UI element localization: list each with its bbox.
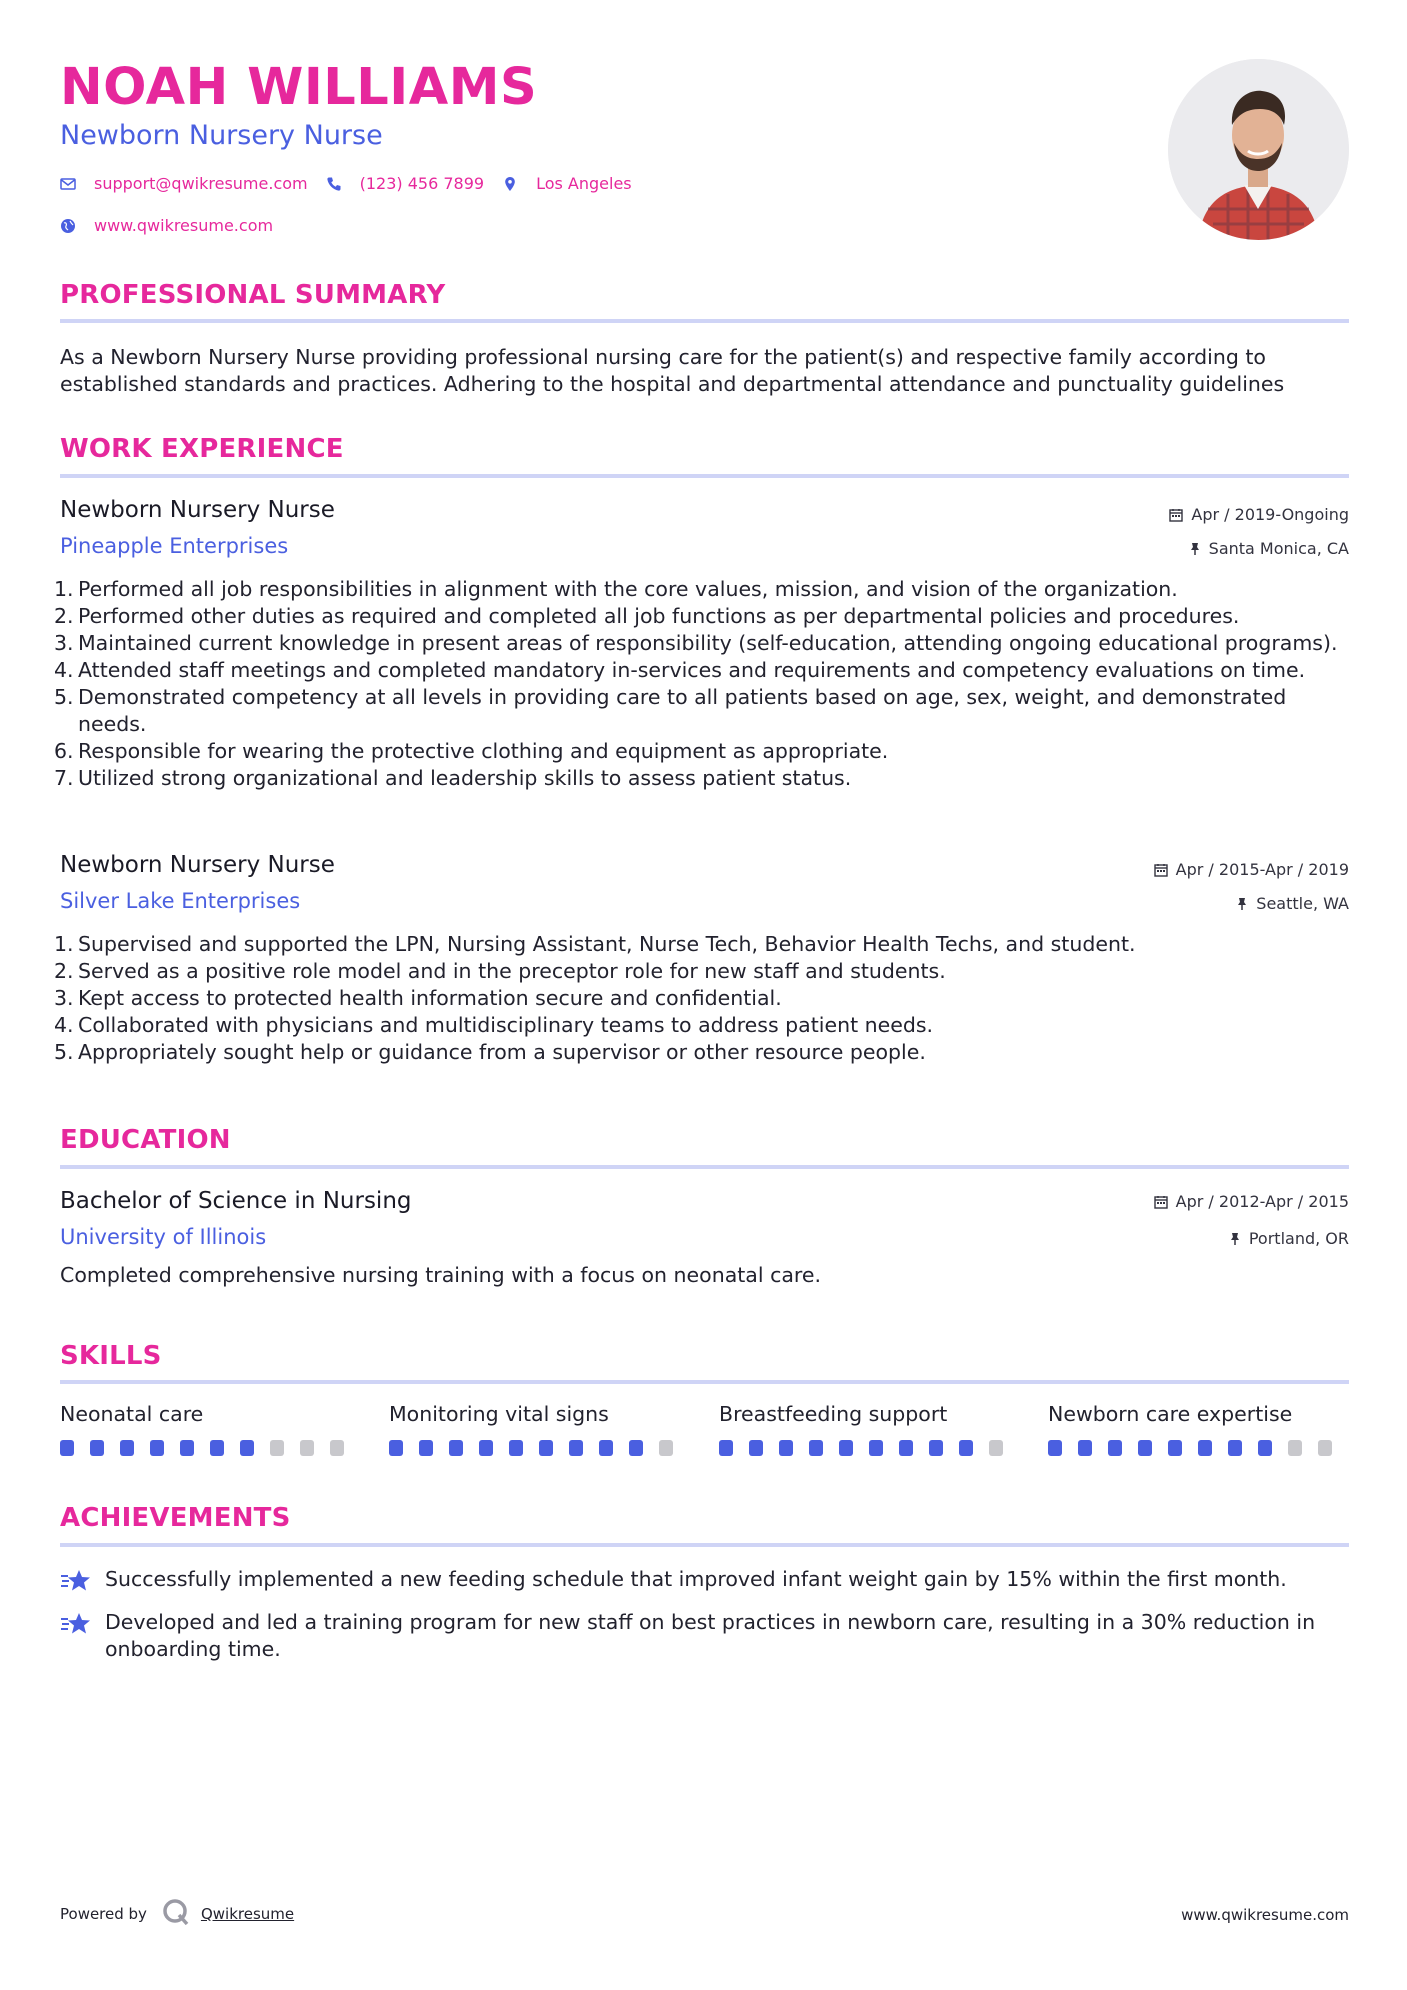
skill-dot-filled — [779, 1440, 793, 1456]
job-title: Newborn Nursery Nurse — [60, 852, 335, 878]
list-item: 4. Attended staff meetings and completed mandatory in-services and requirements and competency evaluations on time. — [54, 658, 1306, 682]
section-divider — [60, 319, 1349, 323]
job-dates — [1154, 860, 1349, 879]
job-responsibilities — [54, 576, 1354, 792]
list-item: 1. Supervised and supported the LPN, Nursing Assistant, Nurse Tech, Behavior Health Techs, and student. — [54, 932, 1136, 956]
skill-dot-filled — [1048, 1440, 1062, 1456]
skill-dot-empty — [1318, 1440, 1332, 1456]
phone-number[interactable]: (123) 456 7899 — [359, 174, 485, 193]
education-dates-text: Apr / 2012-Apr / 2015 — [1175, 1192, 1349, 1211]
list-item: 4. Collaborated with physicians and multidisciplinary teams to address patient needs. — [54, 1013, 934, 1037]
list-item: 6. Responsible for wearing the protective clothing and equipment as appropriate. — [54, 739, 889, 763]
list-item: 5. Demonstrated competency at all levels in providing care to all patients based on age, sex, weight, and demonstrated needs. — [54, 685, 1287, 736]
skill-dot-filled — [839, 1440, 853, 1456]
skills-heading: SKILLS — [60, 1341, 162, 1371]
skill-dot-filled — [60, 1440, 74, 1456]
skill-dot-filled — [1108, 1440, 1122, 1456]
skill-dot-filled — [869, 1440, 883, 1456]
candidate-title: Newborn Nursery Nurse — [60, 120, 383, 151]
company-name: Pineapple Enterprises — [60, 534, 289, 558]
skill-dot-filled — [959, 1440, 973, 1456]
skill-dot-filled — [210, 1440, 224, 1456]
section-divider — [60, 1543, 1349, 1547]
list-item: 2. Performed other duties as required and completed all job functions as per departmental policies and procedures. — [54, 604, 1240, 628]
section-divider — [60, 474, 1349, 478]
achievement-text: Successfully implemented a new feeding schedule that improved infant weight gain by 15% within the first month. — [105, 1567, 1287, 1591]
skill-dot-filled — [599, 1440, 613, 1456]
website-row — [60, 216, 273, 235]
skill-dot-filled — [1078, 1440, 1092, 1456]
achievements-heading: ACHIEVEMENTS — [60, 1503, 291, 1533]
location-pin-icon — [502, 176, 518, 192]
list-item: 3. Maintained current knowledge in present areas of responsibility (self-education, attending ongoing educational programs). — [54, 631, 1338, 655]
skill-item — [719, 1402, 1019, 1456]
skill-dot-filled — [1138, 1440, 1152, 1456]
star-badge-icon — [60, 1566, 105, 1601]
achievement-text: Developed and led a training program for new staff on best practices in newborn care, resulting in a 30% reduction in onboarding time. — [105, 1610, 1316, 1661]
degree-title: Bachelor of Science in Nursing — [60, 1188, 412, 1214]
pushpin-icon — [1229, 1232, 1241, 1246]
achievement-item — [60, 1566, 1349, 1601]
star-badge-icon — [60, 1609, 105, 1663]
skill-name: Newborn care expertise — [1048, 1402, 1293, 1426]
job-dates — [1169, 505, 1349, 524]
skill-dot-empty — [1288, 1440, 1302, 1456]
job-dates-text: Apr / 2015-Apr / 2019 — [1175, 860, 1349, 879]
skill-item — [389, 1402, 689, 1456]
skill-rating — [60, 1440, 360, 1456]
achievement-item — [60, 1609, 1349, 1663]
education-dates — [1154, 1192, 1349, 1211]
candidate-name: NOAH WILLIAMS — [60, 58, 538, 117]
skill-dot-empty — [270, 1440, 284, 1456]
skill-dot-filled — [809, 1440, 823, 1456]
skill-dot-filled — [479, 1440, 493, 1456]
job-dates-text: Apr / 2019-Ongoing — [1191, 505, 1349, 524]
skill-dot-filled — [1198, 1440, 1212, 1456]
footer-website[interactable]: www.qwikresume.com — [1181, 1906, 1349, 1924]
skill-item — [1048, 1402, 1348, 1456]
skill-dot-filled — [719, 1440, 733, 1456]
list-item: 3. Kept access to protected health information secure and confidential. — [54, 986, 782, 1010]
contact-row — [60, 174, 632, 193]
education-location — [1229, 1229, 1349, 1248]
summary-text: As a Newborn Nursery Nurse providing professional nursing care for the patient(s) and respective family according to established standards and practices. Adhering to the hospital and departmental attendance and punctuality guidelines — [60, 345, 1285, 396]
job-responsibilities — [54, 931, 1354, 1066]
pushpin-icon — [1189, 542, 1201, 556]
skill-dot-filled — [240, 1440, 254, 1456]
globe-icon — [60, 218, 76, 234]
calendar-icon — [1169, 508, 1183, 522]
job-location — [1189, 539, 1349, 558]
skill-dot-filled — [449, 1440, 463, 1456]
qwikresume-logo-icon — [161, 1897, 191, 1931]
calendar-icon — [1154, 1195, 1168, 1209]
email-link[interactable]: support@qwikresume.com — [94, 174, 308, 193]
skill-dot-filled — [90, 1440, 104, 1456]
skill-name: Monitoring vital signs — [389, 1402, 609, 1426]
skill-name: Breastfeeding support — [719, 1402, 948, 1426]
footer-branding — [60, 1897, 294, 1931]
skill-dot-empty — [330, 1440, 344, 1456]
skill-dot-filled — [749, 1440, 763, 1456]
calendar-icon — [1154, 863, 1168, 877]
skill-rating — [389, 1440, 689, 1456]
skill-rating — [1048, 1440, 1348, 1456]
summary-heading: PROFESSIONAL SUMMARY — [60, 280, 446, 310]
skill-dot-filled — [1168, 1440, 1182, 1456]
website-link[interactable]: www.qwikresume.com — [94, 216, 274, 235]
skill-dot-filled — [1228, 1440, 1242, 1456]
school-name: University of Illinois — [60, 1225, 267, 1249]
company-name: Silver Lake Enterprises — [60, 889, 301, 913]
skill-dot-filled — [509, 1440, 523, 1456]
experience-heading: WORK EXPERIENCE — [60, 434, 344, 464]
education-heading: EDUCATION — [60, 1125, 231, 1155]
profile-photo — [1168, 59, 1349, 240]
mail-icon — [60, 176, 76, 192]
location-text: Los Angeles — [536, 174, 632, 193]
skill-dot-empty — [659, 1440, 673, 1456]
section-divider — [60, 1380, 1349, 1384]
section-divider — [60, 1165, 1349, 1169]
skill-item — [60, 1402, 360, 1456]
job-location-text: Seattle, WA — [1256, 894, 1349, 913]
skill-dot-filled — [539, 1440, 553, 1456]
skill-dot-filled — [929, 1440, 943, 1456]
job-location-text: Santa Monica, CA — [1208, 539, 1349, 558]
skill-rating — [719, 1440, 1019, 1456]
education-description: Completed comprehensive nursing training with a focus on neonatal care. — [60, 1263, 822, 1287]
job-title: Newborn Nursery Nurse — [60, 497, 335, 523]
skill-dot-filled — [389, 1440, 403, 1456]
list-item: 2. Served as a positive role model and in the preceptor role for new staff and students. — [54, 959, 946, 983]
pushpin-icon — [1236, 897, 1248, 911]
skill-dot-filled — [419, 1440, 433, 1456]
skill-dot-filled — [569, 1440, 583, 1456]
education-location-text: Portland, OR — [1248, 1229, 1349, 1248]
phone-icon — [326, 176, 342, 192]
skill-dot-empty — [989, 1440, 1003, 1456]
job-location — [1236, 894, 1349, 913]
skill-dot-filled — [899, 1440, 913, 1456]
skill-dot-filled — [120, 1440, 134, 1456]
brand-link[interactable]: Qwikresume — [200, 1905, 295, 1923]
powered-by-label: Powered by — [60, 1905, 147, 1923]
skill-dot-filled — [629, 1440, 643, 1456]
skill-dot-empty — [300, 1440, 314, 1456]
skill-dot-filled — [150, 1440, 164, 1456]
skill-name: Neonatal care — [60, 1402, 204, 1426]
skill-dot-filled — [1258, 1440, 1272, 1456]
list-item: 1. Performed all job responsibilities in alignment with the core values, mission, and vision of the organization. — [54, 577, 1178, 601]
list-item: 5. Appropriately sought help or guidance from a supervisor or other resource people. — [54, 1040, 926, 1064]
skill-dot-filled — [180, 1440, 194, 1456]
list-item: 7. Utilized strong organizational and leadership skills to assess patient status. — [54, 766, 852, 790]
